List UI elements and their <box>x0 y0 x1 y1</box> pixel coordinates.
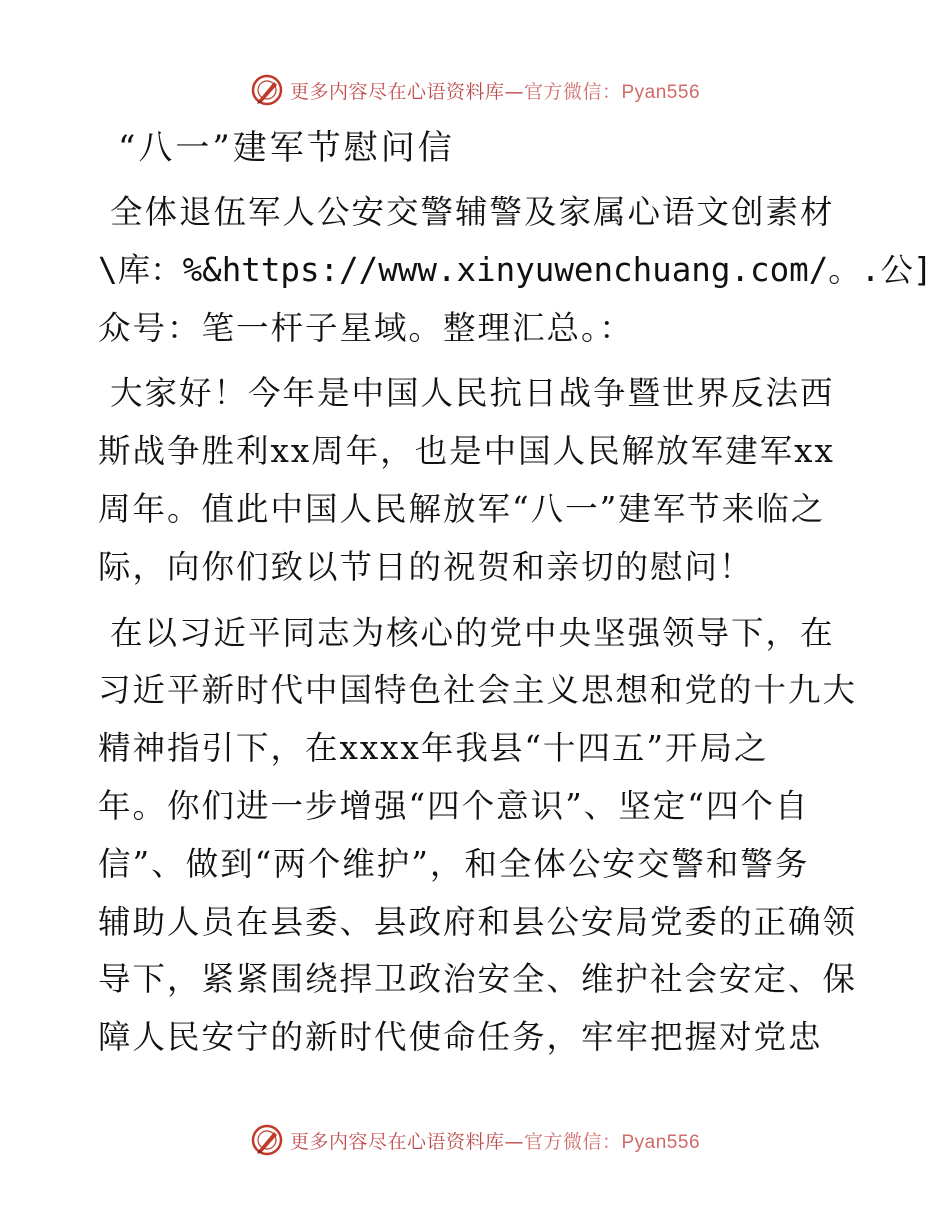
text-line: 在以习近平同志为核心的党中央坚强领导下，在 <box>110 613 835 652</box>
text-line: 导下，紧紧围绕捍卫政治安全、维护社会安定、保 <box>98 960 858 999</box>
text-line: 障人民安宁的新时代使命任务，牢牢把握对党忠 <box>98 1018 823 1057</box>
document-body <box>98 122 933 1075</box>
text-line: 众号：笔一杆子星域。整理汇总。： <box>98 308 634 347</box>
paragraph-greeting <box>98 365 850 596</box>
text-line: 习近平新时代中国特色社会主义思想和党的十九大 <box>98 671 858 710</box>
text-line: 大家好！今年是中国人民抗日战争暨世界反法西 <box>110 374 835 413</box>
banner-text: 更多内容尽在心语资料库—官方微信：Pyan556 <box>289 1130 701 1153</box>
text-line: 周年。值此中国人民解放军“八一”建军节来临之 <box>98 489 826 528</box>
pen-logo-icon <box>250 73 284 107</box>
text-line: 信”、做到“两个维护”，和全体公安交警和警务 <box>98 844 810 883</box>
text-line: 全体退伍军人公安交警辅警及家属心语文创素材 <box>110 193 835 231</box>
document-title: “八一”建军节慰问信 <box>118 128 455 168</box>
header-watermark-banner <box>0 70 950 110</box>
paragraph-recipients <box>98 184 933 357</box>
pen-logo-icon <box>250 1123 284 1157</box>
text-line: 年。你们进一步增强“四个意识”、坚定“四个自 <box>98 786 810 825</box>
paragraph-body <box>98 605 858 1067</box>
text-line: 精神指引下，在xxxx年我县“十四五”开局之 <box>98 729 769 768</box>
text-line: 斯战争胜利xx周年，也是中国人民解放军建军xx <box>98 432 835 471</box>
text-line: 辅助人员在县委、县政府和县公安局党委的正确领 <box>98 902 858 941</box>
text-line: \库：%&https://www.xinyuwenchuang.com/。.公] <box>98 250 933 289</box>
text-line: 际，向你们致以节日的祝贺和亲切的慰问！ <box>98 547 754 586</box>
footer-watermark-banner <box>0 1120 950 1160</box>
banner-text: 更多内容尽在心语资料库—官方微信：Pyan556 <box>289 80 701 103</box>
